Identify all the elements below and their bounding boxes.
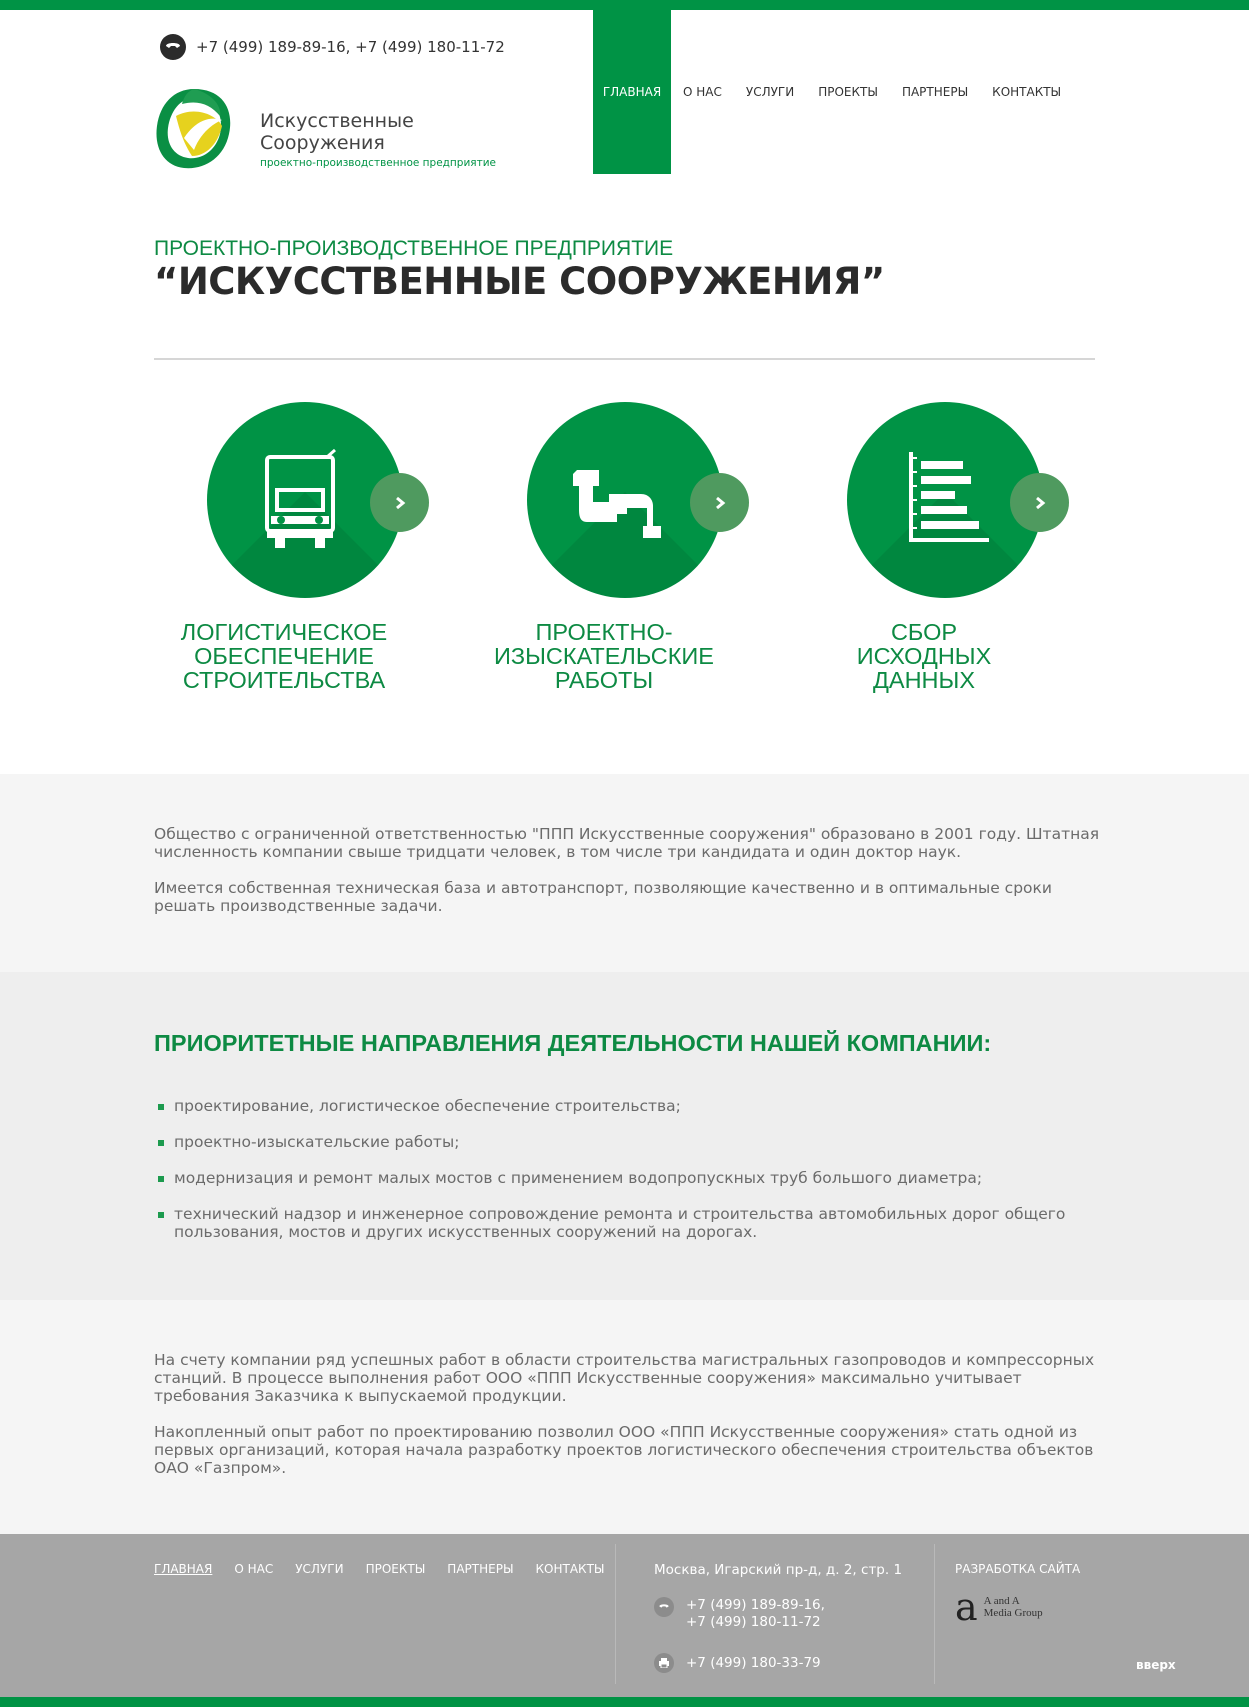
about-section xyxy=(0,774,1249,972)
footer-divider xyxy=(934,1544,935,1684)
chevron-right-icon xyxy=(1033,496,1047,510)
service-label[interactable]: ПРОЕКТНО- ИЗЫСКАТЕЛЬСКИЕ РАБОТЫ xyxy=(494,619,714,693)
chevron-right-icon xyxy=(393,496,407,510)
hero-divider xyxy=(154,358,1095,360)
bullet-icon xyxy=(158,1176,164,1182)
footer-fax-number: +7 (499) 180-33-79 xyxy=(686,1654,821,1671)
footer-nav-services[interactable]: УСЛУГИ xyxy=(295,1562,344,1576)
hero-subtitle: ПРОЕКТНО-ПРОИЗВОДСТВЕННОЕ ПРЕДПРИЯТИЕ xyxy=(154,237,674,260)
footer-developer-title: РАЗРАБОТКА САЙТА xyxy=(955,1562,1081,1576)
footer-nav-partners[interactable]: ПАРТНЕРЫ xyxy=(447,1562,514,1576)
footer-nav-about[interactable]: О НАС xyxy=(234,1562,274,1576)
nav-item-home[interactable]: ГЛАВНАЯ xyxy=(593,10,671,174)
header-phone xyxy=(160,33,505,61)
footer-divider xyxy=(615,1544,616,1684)
service-label[interactable]: СБОР ИСХОДНЫХ ДАННЫХ xyxy=(856,619,992,693)
top-accent-bar xyxy=(0,0,1249,10)
experience-paragraph-1: На счету компании ряд успешных работ в области строительства магистральных газопроводов и компрессорных станций. В процессе выполнения работ ООО «ППП Искусственные сооружения» максимально учитывает требования Заказчика к выпускаемой продукции. xyxy=(154,1351,1095,1405)
about-paragraph-1: Общество с ограниченной ответственностью "ППП Искусственные сооружения" образовано в 2001 году. Штатная численность компании свыше тридцати человек, в том числе три кандидата и один доктор наук. xyxy=(154,825,1100,861)
service-arrow-button[interactable] xyxy=(1010,473,1069,532)
logo-emblem-icon xyxy=(154,86,234,172)
fax-icon xyxy=(654,1653,674,1673)
experience-paragraph-2: Накопленный опыт работ по проектированию позволил ООО «ППП Искусственные сооружения» стать одной из первых организаций, которая начала разработку проектов логистического обеспечения строительства объектов ОАО «Газпром». xyxy=(154,1423,1094,1477)
footer-phone-2: +7 (499) 180-11-72 xyxy=(686,1614,821,1630)
footer-nav-contacts[interactable]: КОНТАКТЫ xyxy=(535,1562,605,1576)
phone-icon xyxy=(160,34,186,60)
list-item: проектно-изыскательские работы; xyxy=(154,1133,1104,1151)
bullet-icon xyxy=(158,1212,164,1218)
logo-title-line1: Искусственные xyxy=(260,110,414,132)
phone-icon xyxy=(654,1597,674,1617)
nav-item-partners[interactable]: ПАРТНЕРЫ xyxy=(901,85,969,99)
nav-item-projects[interactable]: ПРОЕКТЫ xyxy=(818,85,878,99)
service-label[interactable]: ЛОГИСТИЧЕСКОЕ ОБЕСПЕЧЕНИЕ СТРОИТЕЛЬСТВА xyxy=(180,619,388,693)
about-paragraph-2: Имеется собственная техническая база и автотранспорт, позволяющие качественно и в оптимальные сроки решать производственные задачи. xyxy=(154,879,1052,915)
footer-nav-projects[interactable]: ПРОЕКТЫ xyxy=(365,1562,426,1576)
company-logo[interactable] xyxy=(154,86,494,176)
footer-address: Москва, Игарский пр-д, д. 2, стр. 1 xyxy=(654,1562,903,1578)
back-to-top-link[interactable]: вверх xyxy=(1136,1658,1176,1672)
priorities-list xyxy=(154,1097,1104,1259)
main-nav xyxy=(593,10,1073,174)
developer-logo[interactable] xyxy=(955,1585,1043,1629)
experience-section xyxy=(0,1300,1249,1534)
footer-nav-home[interactable]: ГЛАВНАЯ xyxy=(154,1562,213,1576)
nav-item-about[interactable]: О НАС xyxy=(683,85,722,99)
service-arrow-button[interactable] xyxy=(370,473,429,532)
footer-fax xyxy=(654,1653,821,1673)
service-arrow-button[interactable] xyxy=(690,473,749,532)
bullet-icon xyxy=(158,1104,164,1110)
bottom-accent-bar xyxy=(0,1697,1249,1707)
list-item: технический надзор и инженерное сопровождение ремонта и строительства автомобильных дорог общего пользования, мостов и других искусственных сооружений на дорогах. xyxy=(154,1205,1104,1241)
footer xyxy=(0,1534,1249,1697)
bullet-icon xyxy=(158,1140,164,1146)
footer-phone-1: +7 (499) 189-89-16, xyxy=(686,1597,825,1613)
developer-logo-mark-icon: a xyxy=(955,1585,978,1629)
nav-item-services[interactable]: УСЛУГИ xyxy=(745,85,795,99)
list-item: проектирование, логистическое обеспечение строительства; xyxy=(154,1097,1104,1115)
developer-name-line2: Media Group xyxy=(983,1607,1043,1619)
nav-item-contacts[interactable]: КОНТАКТЫ xyxy=(992,85,1062,99)
list-item: модернизация и ремонт малых мостов с применением водопропускных труб большого диаметра; xyxy=(154,1169,1104,1187)
priorities-title: ПРИОРИТЕТНЫЕ НАПРАВЛЕНИЯ ДЕЯТЕЛЬНОСТИ НАШЕЙ КОМПАНИИ: xyxy=(154,1030,992,1056)
footer-nav xyxy=(154,1562,627,1576)
chevron-right-icon xyxy=(713,496,727,510)
developer-name-line1: A and A xyxy=(983,1595,1020,1607)
page-title: “ИСКУССТВЕННЫЕ СООРУЖЕНИЯ” xyxy=(154,260,885,303)
logo-title-line2: Сооружения xyxy=(260,132,385,154)
header-phone-text: +7 (499) 189-89-16, +7 (499) 180-11-72 xyxy=(196,38,505,56)
footer-phones xyxy=(654,1597,825,1631)
logo-subtitle: проектно-производственное предприятие xyxy=(260,157,496,169)
